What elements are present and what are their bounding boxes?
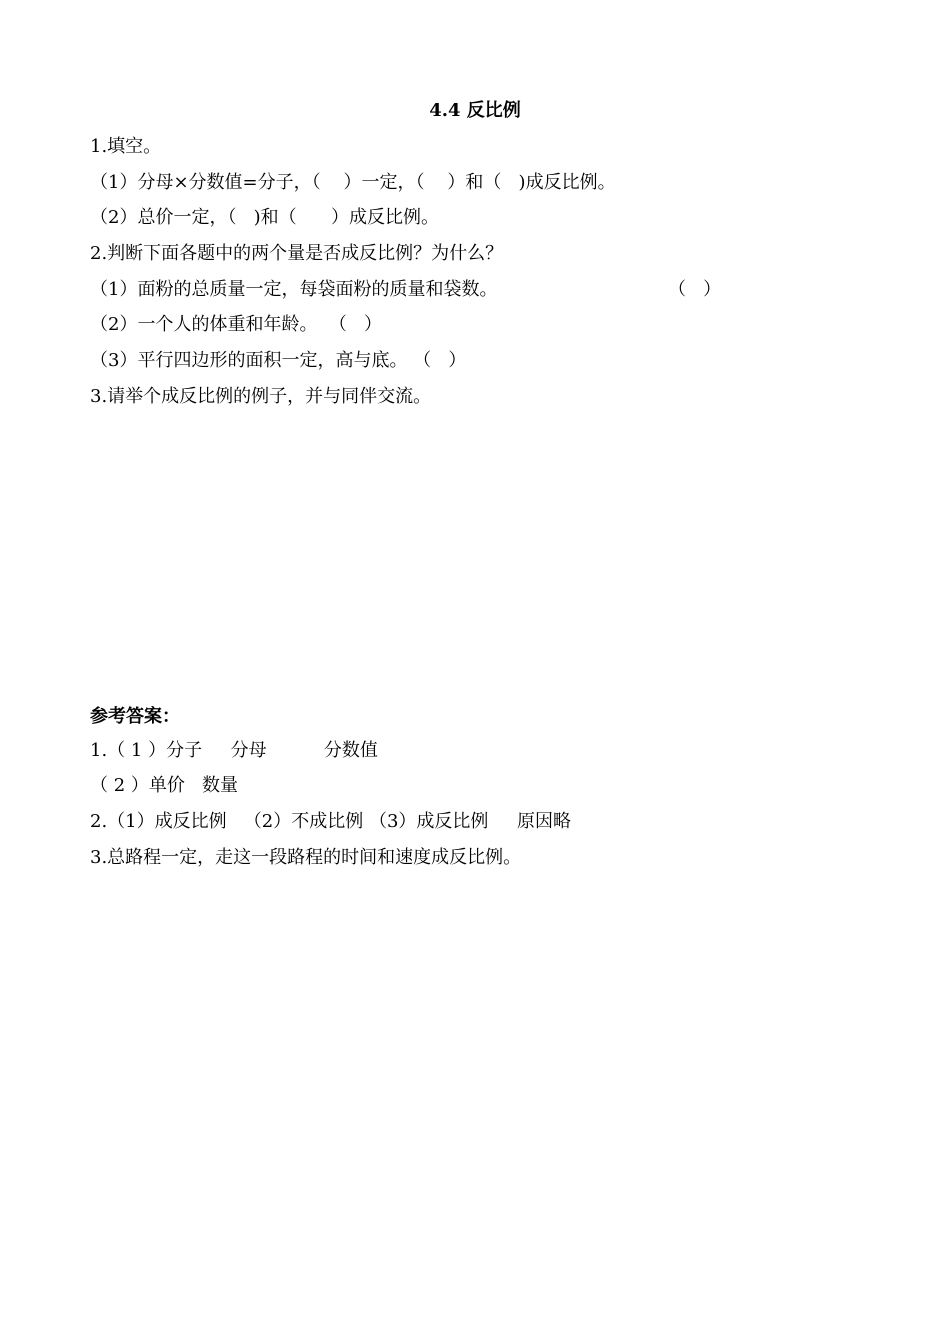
question-2-heading: 2.判断下面各题中的两个量是否成反比例？为什么？ xyxy=(90,243,504,264)
answers-heading: 参考答案： xyxy=(90,706,180,727)
question-3-heading: 3.请举个成反比例的例子，并与同伴交流。 xyxy=(90,386,432,407)
question-1-heading: 1.填空。 xyxy=(90,136,162,157)
question-1-item-2: （2）总价一定，（ )和（ ）成反比例。 xyxy=(90,207,439,228)
question-2-item-1-answer-blank: （ ） xyxy=(668,279,722,300)
question-1-item-1: （1）分母×分数值=分子，（ ）一定，（ ）和（ )成反比例。 xyxy=(90,172,616,193)
answer-line-3: 2.（1）成反比例 （2）不成比例 （3）成反比例 原因略 xyxy=(90,811,572,832)
question-2-item-1: （1）面粉的总质量一定，每袋面粉的质量和袋数。 xyxy=(90,279,498,300)
answer-line-1: 1.（ 1 ）分子 分母 分数值 xyxy=(90,740,378,761)
question-2-item-3: （3）平行四边形的面积一定，高与底。 （ ） xyxy=(90,350,467,371)
answer-line-4: 3.总路程一定，走这一段路程的时间和速度成反比例。 xyxy=(90,847,522,868)
answer-line-2: （ 2 ）单价 数量 xyxy=(90,775,239,796)
question-2-item-2: （2）一个人的体重和年龄。 （ ） xyxy=(90,314,383,335)
page-title: 4.4 反比例 xyxy=(429,100,521,121)
